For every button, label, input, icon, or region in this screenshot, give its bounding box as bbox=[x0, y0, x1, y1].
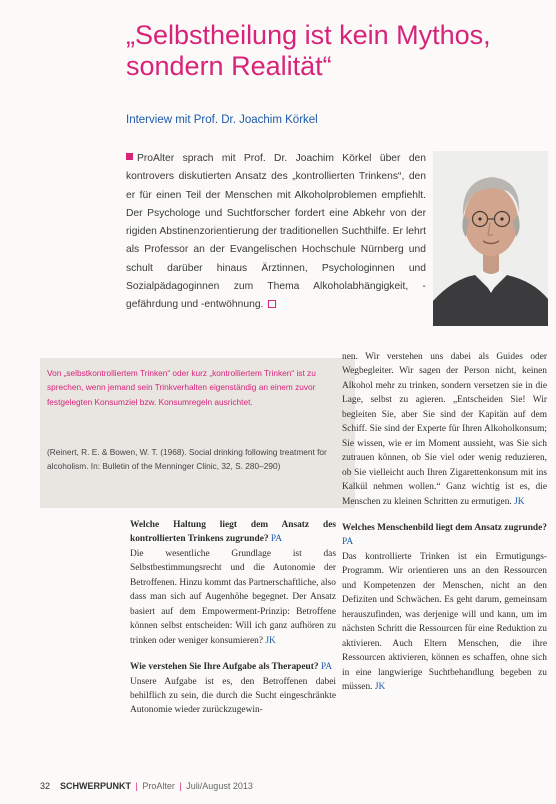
answer-therapeut-start: Unsere Aufgabe ist es, den Betroffenen dabei behilflich zu sein, die durch die Sucht eingeschränkte Autonomie wieder zurückzugewin- bbox=[130, 676, 336, 716]
sidebar-definition: Von „selbstkontrolliertem Trinken“ oder kurz „kontrolliertem Trinken“ ist zu sprechen, wenn jemand sein Trinkverhalten eigenständig an einem zuvor festgelegten Konsumziel bzw. Konsumregeln ausrichtet. bbox=[47, 368, 316, 407]
interviewer-tag: PA bbox=[270, 534, 283, 545]
right-column bbox=[342, 350, 547, 694]
interviewee-tag: JK bbox=[514, 496, 525, 507]
magazine-name: ProAlter bbox=[142, 781, 175, 791]
question-haltung: Welche Haltung liegt dem Ansatz des kontrollierten Trinkens zugrunde? PA bbox=[130, 520, 336, 545]
page-footer bbox=[40, 781, 253, 791]
issue-date: Juli/August 2013 bbox=[186, 781, 253, 791]
footer-separator: | bbox=[179, 781, 182, 791]
left-column bbox=[130, 518, 336, 718]
lead-text: ProAlter sprach mit Prof. Dr. Joachim Körkel über den kontrovers diskutierten Ansatz des „kontrollierten Trinkens“, den er für einen Teil der Menschen mit Alkoholproblemen empfiehlt. Der Psychologe und Suchtforscher fordert eine Abkehr von der rigiden Abstinenzorientierung der traditionellen Suchthilfe. Er lehrt als Professor an der Evangelischen Hochschule Nürnberg und schult darüber hinaus Ärztinnen, Psychologinnen und Sozialpädagoginnen zum Thema Alkoholabhängigkeit, -gefährdung und -entwöhnung. bbox=[126, 153, 426, 311]
interviewer-tag: PA bbox=[320, 662, 333, 673]
section-name: SCHWERPUNKT bbox=[60, 781, 132, 791]
sidebar-reference: (Reinert, R. E. & Bowen, W. T. (1968). Social drinking following treatment for alcoholism. In: Bulletin of the Menninger Clinic, 32, S. 280–290) bbox=[47, 447, 327, 472]
page-number: 32 bbox=[40, 781, 51, 791]
question-menschenbild: Welches Menschenbild liegt dem Ansatz zugrunde? PA bbox=[342, 522, 547, 548]
interviewee-tag: JK bbox=[265, 635, 276, 646]
footer-separator: | bbox=[135, 781, 138, 791]
end-mark-icon bbox=[268, 300, 276, 308]
article-lead bbox=[126, 150, 426, 315]
interviewer-tag: PA bbox=[342, 537, 354, 548]
article-subtitle: Interview mit Prof. Dr. Joachim Körkel bbox=[126, 114, 318, 126]
answer-menschenbild: Das kontrollierte Trinken ist ein Ermutigungs-Programm. Wir orientieren uns an den Ressourcen und Kompetenzen der Menschen, nicht an den Defiziten und Schwächen. Es geht darum, gemeinsam herauszufinden, was derjenige will und kann, um im nächsten Schritt die Ressourcen für eine Reduktion zu aktivieren. Auch Eltern Menschen, die ihre Ressourcen aktivieren, können es schaffen, ohne sich in eine langwierige Suchtbehandlung begeben zu müssen. JK bbox=[342, 551, 547, 692]
author-photo bbox=[433, 151, 548, 326]
interviewee-tag: JK bbox=[374, 681, 386, 692]
question-therapeut: Wie verstehen Sie Ihre Aufgabe als Therapeut? PA bbox=[130, 662, 333, 673]
article-title: „Selbstheilung ist kein Mythos, sondern Realität“ bbox=[126, 20, 491, 81]
portrait-image bbox=[433, 151, 548, 326]
answer-haltung: Die wesentliche Grundlage ist das Selbstbestimmungsrecht und die Autonomie der Betroffenen. Hinzu kommt das Partnerschaftliche, also dass man sich auf Augenhöhe begegnet. Der Ansatz basiert auf dem Empowerment-Prinzip: Betroffene können selbst entscheiden: Will ich ganz aufhören zu trinken oder weniger konsumieren? JK bbox=[130, 548, 336, 646]
answer-therapeut-continued: nen. Wir verstehen uns dabei als Guides oder Wegbegleiter. Wir sagen der Person nicht, keinen Alkohol mehr zu trinken, sondern versetzen sie in die Lage, selbst zu agieren. „Entscheiden Sie! Wir begleiten Sie, aber Sie sind der Kapitän auf dem Schiff. Sie sind der Experte für Ihren Alkoholkonsum; Sie wissen, wie er im Moment aussieht, was Sie sich zutrauen können, ob Sie viel oder wenig reduzieren, ob Sie vielleicht auch Ihren Zigarettenkonsum mit ins Kalkül nehmen wollen.“ Ganz wichtig ist es, die Menschen zu kleinen Schritten zu ermutigen. JK bbox=[342, 352, 547, 507]
bullet-square-icon bbox=[126, 153, 133, 160]
definition-sidebar bbox=[40, 358, 355, 508]
